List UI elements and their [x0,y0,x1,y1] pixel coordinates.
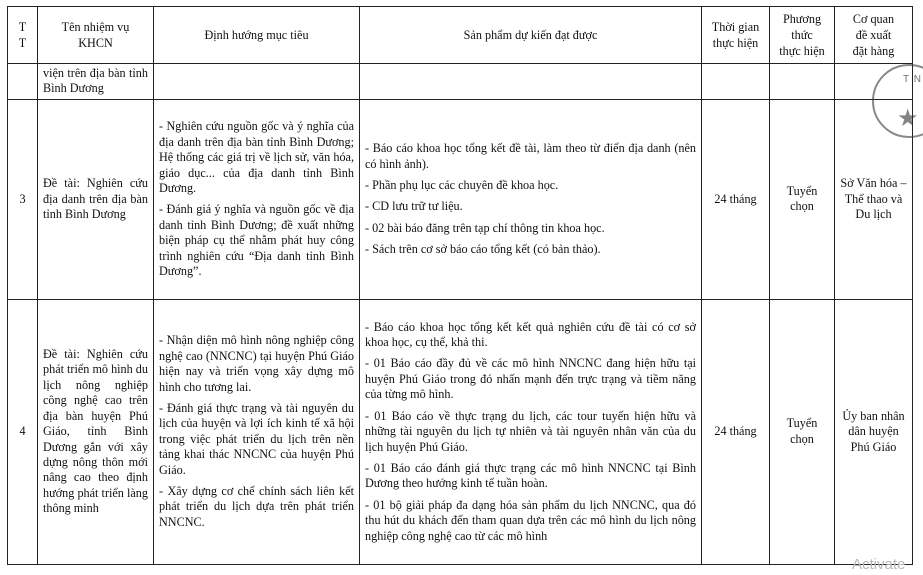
method: Tuyển chọn [770,299,835,564]
proposing-agency: Ủy ban nhân dân huyện Phú Giáo [835,299,913,564]
method: Tuyển chọn [770,99,835,299]
continuation-row [8,64,913,100]
goal-item: - Nghiên cứu nguồn gốc và ý nghĩa của địa danh trên địa bàn tỉnh Bình Dương; Hệ thống các giá trị về lịch sử, văn hóa, giáo dục... của địa danh tỉnh Bình Dương. [159,119,354,195]
header-products: Sản phẩm dự kiến đạt được [360,7,702,64]
task-name: Đề tài: Nghiên cứu phát triển mô hình du lịch nông nghiệp công nghệ cao trên địa bàn huyện Phú Giáo, tỉnh Bình Dương gắn với xây dựng nông thôn mới nâng cao theo định hướng phát triển làng thông minh [38,299,154,564]
task-name: Đề tài: Nghiên cứu địa danh trên địa bàn tỉnh Bình Dương [38,99,154,299]
goal-cell [154,99,360,299]
products-cell [360,299,702,564]
activate-watermark: Activate [852,556,906,573]
continuation-time [702,64,770,100]
header-task: Tên nhiệm vụ KHCN [38,7,154,64]
continuation-products [360,64,702,100]
product-item: - 02 bài báo đăng trên tạp chí thông tin khoa học. [365,220,605,235]
header-tt: T T [8,7,38,64]
seal-star-icon: ★ [897,106,919,132]
goal-cell [154,299,360,564]
product-item: - 01 Báo cáo về thực trạng du lịch, các tour tuyến hiện hữu và những tài nguyên du lịch tự nhiên và tài nguyên nhân văn của du lịch huyện Phú Giáo. [365,408,696,454]
product-item: - 01 Báo cáo đầy đủ về các mô hình NNCNC đang hiện hữu tại huyện Phú Giáo trong đó nhấn mạnh đến trực trạng và tiềm năng của từng mô hình. [365,356,696,402]
proposing-agency: Sở Văn hóa – Thể thao và Du lịch [835,99,913,299]
goal-item: - Nhận diện mô hình nông nghiệp công nghệ cao (NNCNC) tại huyện Phú Giáo hiện nay và triển vọng xây dựng mô hình cho tương lai. [159,333,354,394]
table-row [8,299,913,564]
goal-item: - Xây dựng cơ chế chính sách liên kết phát triển du lịch dựa trên phát triển NNCNC. [159,484,354,529]
product-item: - 01 Báo cáo đánh giá thực trạng các mô hình NNCNC tại Bình Dương theo hướng kinh tế tuần hoàn. [365,460,696,491]
header-row [8,7,913,64]
goal-item: - Đánh giá thực trạng và tài nguyên du lịch của huyện và lợi ích kinh tế xã hội trong việc phát triển du lịch trên nền tảng khai thác NNCNC của huyện Phú Giáo. [159,401,354,477]
product-item: - Báo cáo khoa học tổng kết kết quả nghiên cứu đề tài có cơ sở khoa học, cụ thể, khả thi. [365,319,696,350]
products-cell [360,99,702,299]
product-item: - 01 bộ giải pháp đa dạng hóa sản phẩm du lịch NNCNC, qua đó thu hút du khách đến tham quan dựa trên các mô hình du lịch nông nghiệp công nghệ cao từ các mô hình [365,497,696,543]
header-method: Phương thức thực hiện [770,7,835,64]
seal-text: T N [903,74,922,85]
header-time: Thời gian thực hiện [702,7,770,64]
header-org: Cơ quan đề xuất đặt hàng [835,7,913,64]
product-item: - Phần phụ lục các chuyên đề khoa học. [365,177,559,192]
continuation-tt [8,64,38,100]
product-item: - CD lưu trữ tư liệu. [365,199,463,214]
duration: 24 tháng [702,299,770,564]
product-item: - Sách trên cơ sở báo cáo tổng kết (có bản thảo). [365,242,601,257]
table-row [8,99,913,299]
product-item: - Báo cáo khoa học tổng kết đề tài, làm theo từ điển địa danh (nên có hình ảnh). [365,141,696,171]
row-number: 4 [8,299,38,564]
row-number: 3 [8,99,38,299]
science-tasks-table [7,6,913,565]
duration: 24 tháng [702,99,770,299]
continuation-goal [154,64,360,100]
goal-item: - Đánh giá ý nghĩa và nguồn gốc về địa danh tỉnh Bình Dương; đề xuất những biện pháp cụ thể nhằm phát huy công trình nghiên cứu “Địa danh tỉnh Bình Dương”. [159,202,354,278]
continuation-method [770,64,835,100]
header-goal: Định hướng mục tiêu [154,7,360,64]
continuation-task: viện trên địa bàn tỉnh Bình Dương [38,64,154,100]
